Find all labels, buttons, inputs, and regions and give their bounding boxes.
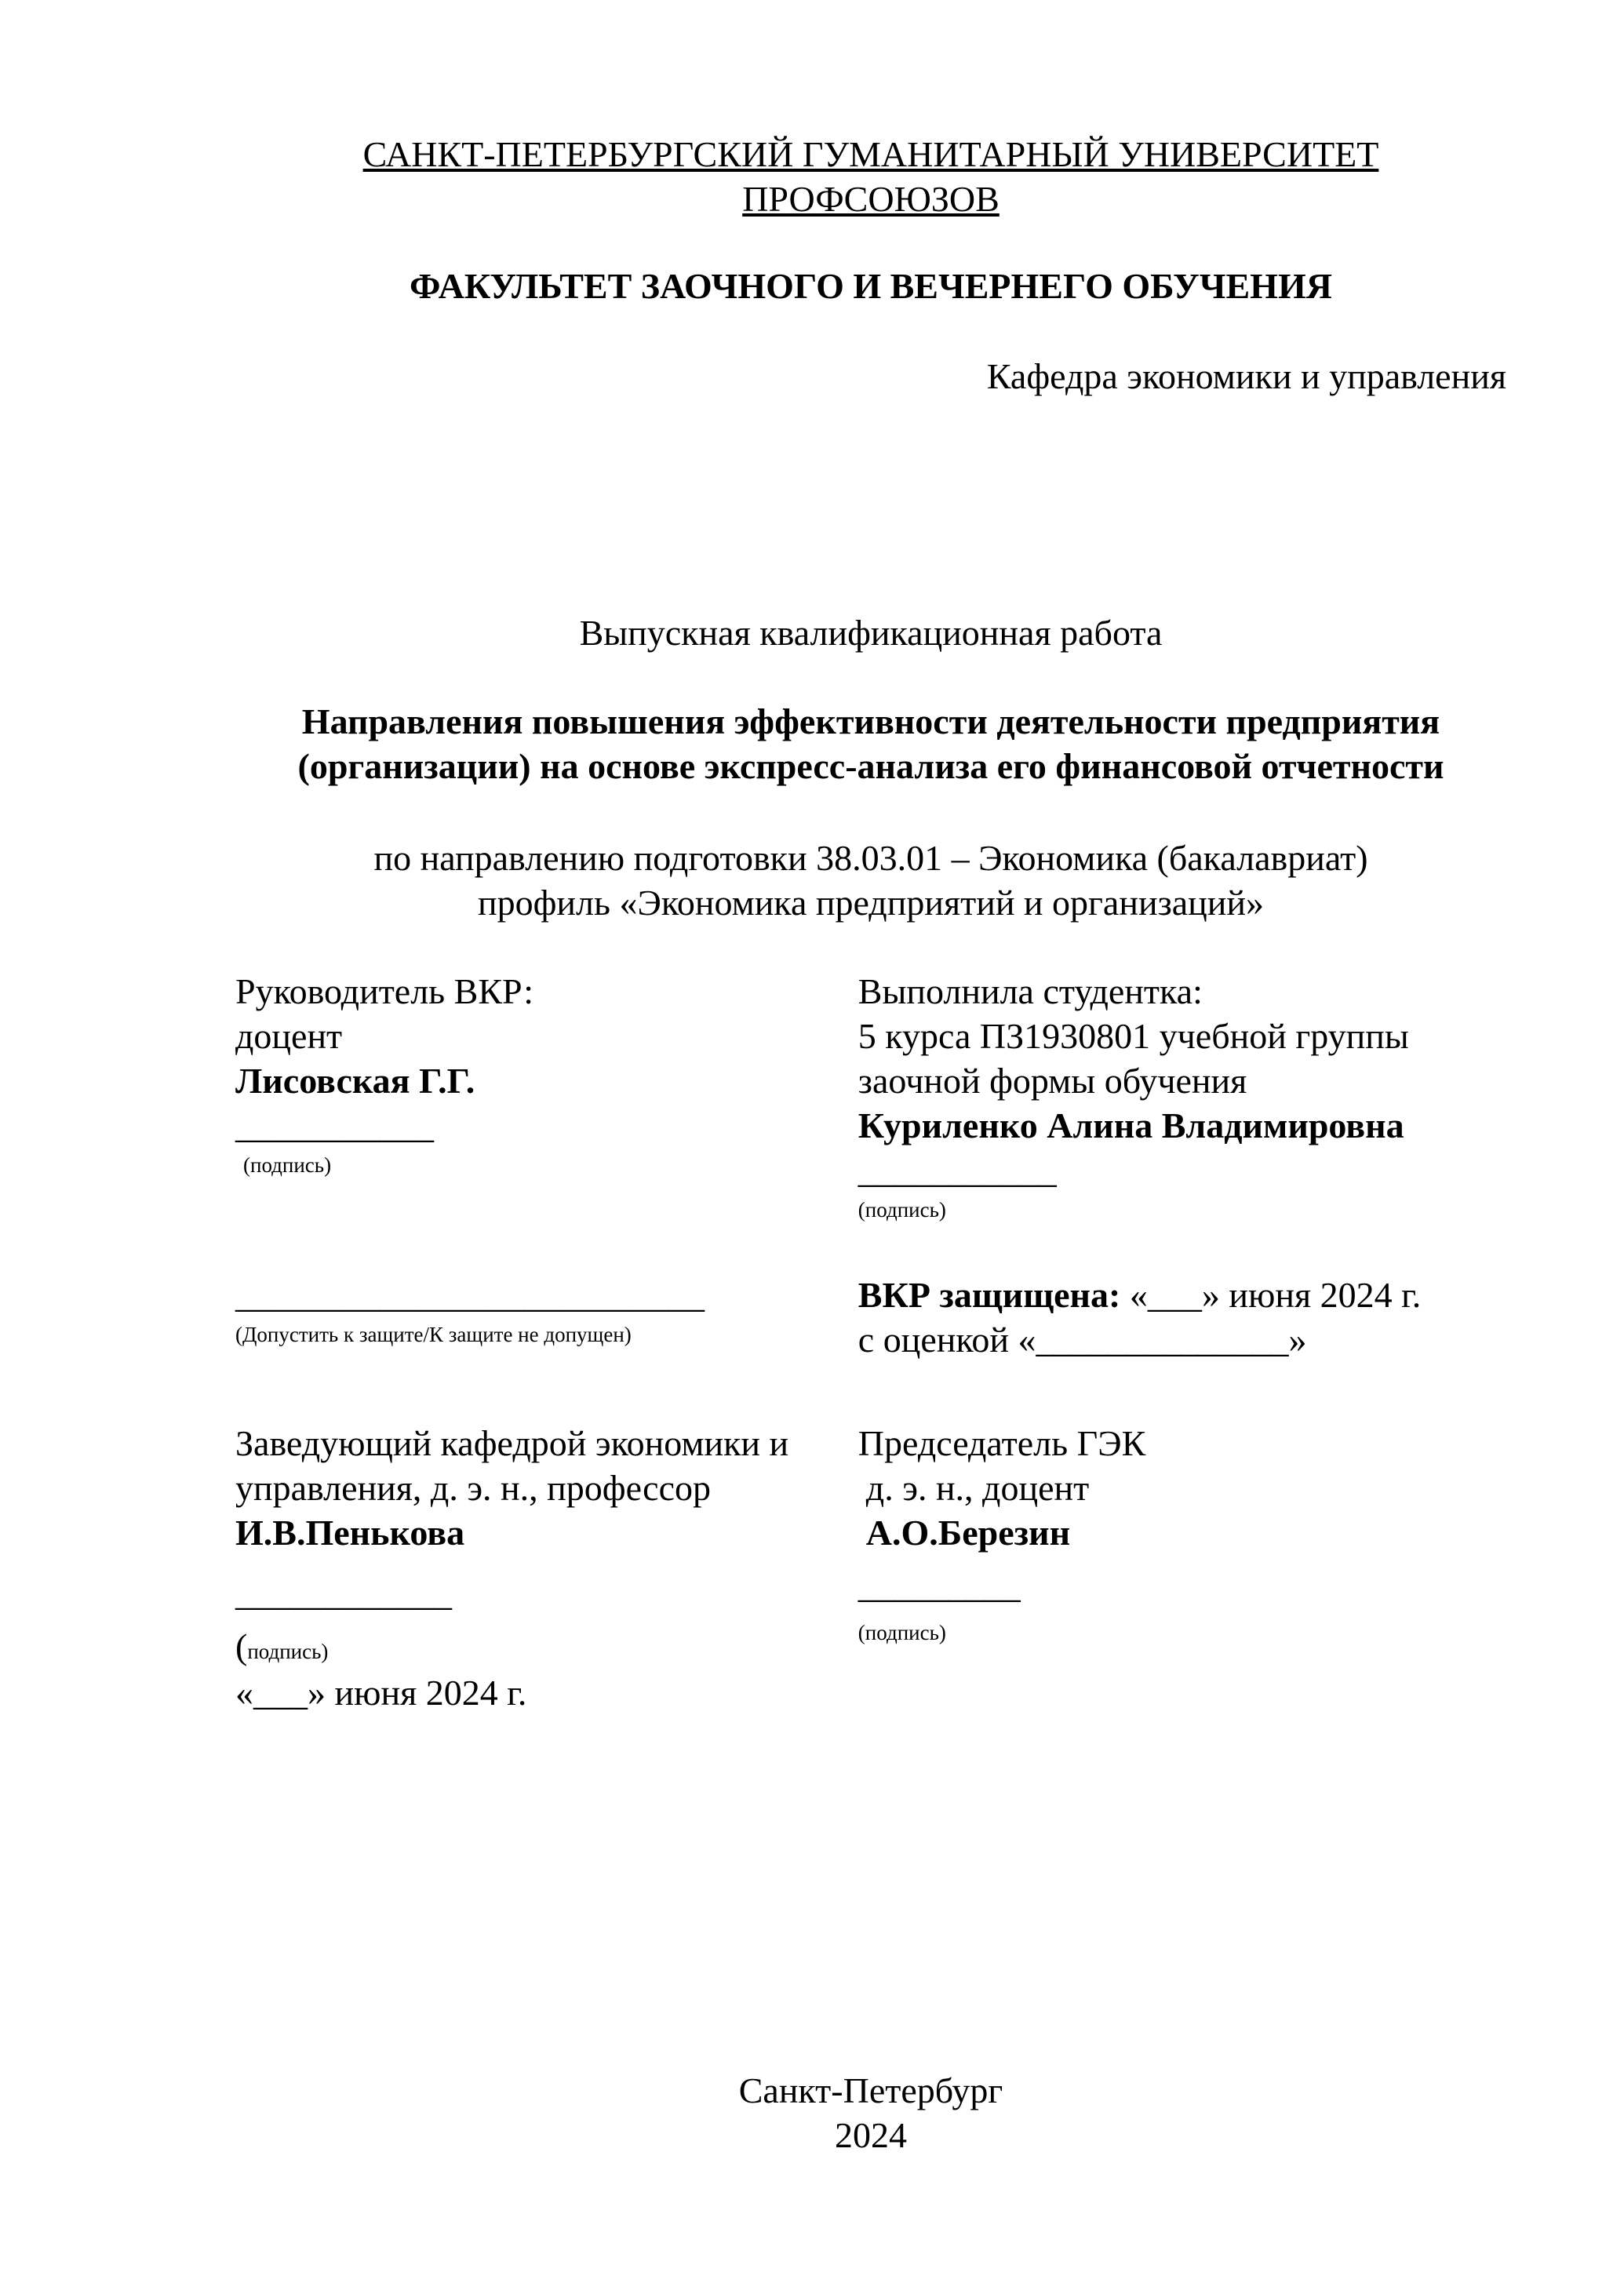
head-date-line: «___» июня 2024 г.	[235, 1673, 527, 1713]
admission-line: __________________________	[235, 1275, 705, 1315]
student-name: Куриленко Алина Владимировна	[858, 1105, 1404, 1145]
department-name: Кафедра экономики и управления	[986, 356, 1506, 396]
student-form-line: заочной формы обучения	[858, 1061, 1247, 1101]
head-name: И.В.Пенькова	[235, 1513, 465, 1553]
student-label: Выполнила студентка:	[858, 971, 1203, 1011]
footer	[235, 2068, 1506, 2157]
program-profile: профиль «Экономика предприятий и организаций»	[477, 883, 1265, 923]
head-chairman-row	[235, 1421, 1506, 1715]
supervisor-position: доцент	[235, 1016, 343, 1056]
thesis-title	[235, 699, 1506, 788]
student-group-line: 5 курса ПЗ1930801 учебной группы	[858, 1016, 1409, 1056]
defense-date: «___» июня 2024 г.	[1120, 1275, 1422, 1315]
program-direction: по направлению подготовки 38.03.01 – Экономика (бакалавриат)	[373, 838, 1368, 878]
supervisor-role: Руководитель ВКР:	[235, 971, 534, 1011]
defense-grade-line: с оценкой «______________»	[858, 1320, 1307, 1360]
program-info	[235, 836, 1506, 925]
department-head-block	[235, 1421, 858, 1715]
footer-city: Санкт-Петербург	[738, 2070, 1003, 2110]
footer-year: 2024	[835, 2115, 907, 2155]
university-name: САНКТ-ПЕТЕРБУРГСКИЙ ГУМАНИТАРНЫЙ УНИВЕРСИТЕТ ПРОФСОЮЗОВ	[362, 134, 1379, 219]
admission-caption: (Допустить к защите/К защите не допущен)	[235, 1323, 632, 1346]
chairman-block	[858, 1421, 1506, 1650]
faculty-name: ФАКУЛЬТЕТ ЗАОЧНОГО И ВЕЧЕРНЕГО ОБУЧЕНИЯ	[410, 266, 1332, 306]
chairman-signature-caption: (подпись)	[858, 1621, 946, 1644]
head-caption-paren: (	[235, 1626, 248, 1666]
admission-block	[235, 1273, 858, 1352]
head-signature-line: ____________	[235, 1573, 452, 1613]
defense-label: ВКР защищена:	[858, 1275, 1121, 1315]
supervisor-name: Лисовская Г.Г.	[235, 1061, 475, 1101]
head-caption-text: подпись)	[247, 1640, 329, 1663]
supervisor-block	[235, 969, 858, 1182]
student-block	[858, 969, 1506, 1227]
thesis-title-line2: (организации) на основе экспресс-анализа его финансовой отчетности	[297, 746, 1444, 786]
supervisor-signature-line: ___________	[235, 1105, 434, 1145]
defense-line	[858, 1273, 1506, 1317]
chairman-degree: д. э. н., доцент	[865, 1468, 1090, 1508]
chairman-signature-line: _________	[858, 1565, 1021, 1605]
thesis-title-line1: Направления повышения эффективности деятельности предприятия	[301, 701, 1440, 741]
work-type-label: Выпускная квалификационная работа	[579, 613, 1163, 653]
supervisor-student-row	[235, 969, 1506, 1227]
head-signature-caption	[235, 1623, 858, 1670]
student-signature-caption: (подпись)	[858, 1198, 946, 1222]
head-title-line2: управления, д. э. н., профессор	[235, 1468, 711, 1508]
chairman-name: А.О.Березин	[865, 1513, 1071, 1553]
admission-defense-row	[235, 1273, 1506, 1362]
defense-block	[858, 1273, 1506, 1362]
chairman-title: Председатель ГЭК	[858, 1423, 1146, 1463]
student-signature-line: ___________	[858, 1150, 1057, 1190]
supervisor-signature-caption: (подпись)	[243, 1153, 332, 1177]
head-title-line1: Заведующий кафедрой экономики и	[235, 1423, 789, 1463]
